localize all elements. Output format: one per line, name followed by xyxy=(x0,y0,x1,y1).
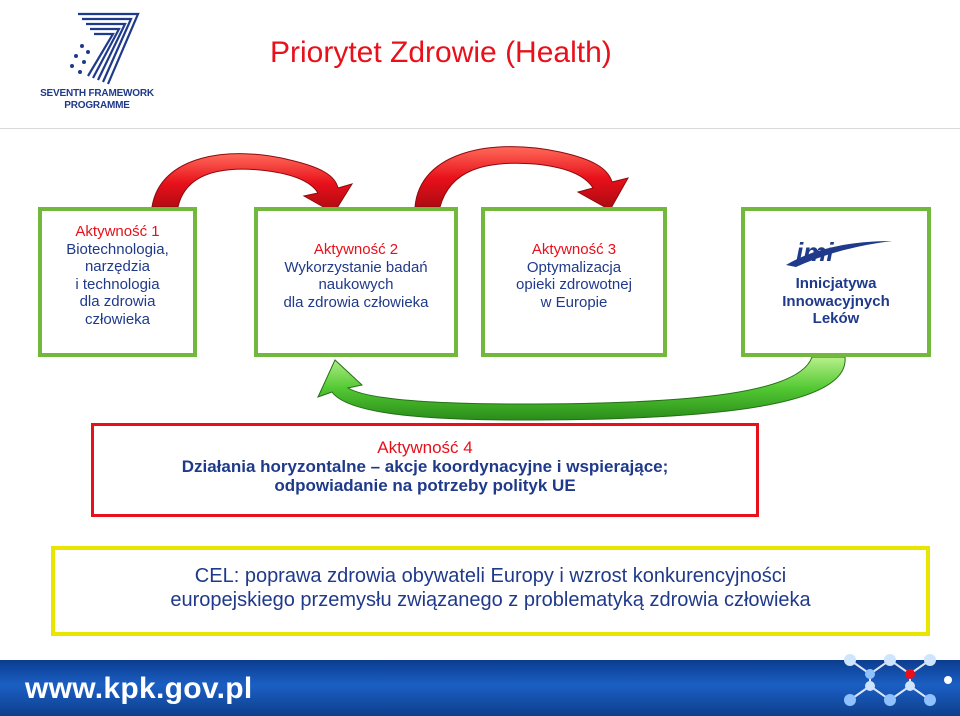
activity-1-line: człowieka xyxy=(84,310,151,328)
activity-1-title: Aktywność 1 xyxy=(75,223,160,240)
activity-4-line1: Działania horyzontalne – akcje koordynacyjne i wspierające; xyxy=(181,457,669,476)
activity-1-line: narzędzia xyxy=(84,258,151,275)
activity-3-line: w Europie xyxy=(540,293,608,311)
page-title: Priorytet Zdrowie (Health) xyxy=(270,36,612,69)
red-arrow-left xyxy=(152,154,352,213)
goal-line1: CEL: poprawa zdrowia obywateli Europy i wzrost konkurencyjności xyxy=(194,565,787,587)
green-arrow-bottom xyxy=(318,357,845,420)
activity-2-title: Aktywność 2 xyxy=(313,241,399,258)
activity-3-line: opieki zdrowotnej xyxy=(516,276,632,293)
imi-box xyxy=(741,207,931,357)
imi-line: Leków xyxy=(812,310,860,327)
red-arrow-middle xyxy=(415,147,628,210)
goal-line2: europejskiego przemysłu związanego z problematyką zdrowia człowieka xyxy=(170,589,811,611)
activity-4-title: Aktywność 4 xyxy=(377,438,473,457)
footer-url-link[interactable]: www.kpk.gov.pl xyxy=(25,672,253,705)
activity-3-box xyxy=(481,207,667,357)
imi-line: Innicjatywa xyxy=(795,275,877,292)
activity-3-title: Aktywność 3 xyxy=(531,241,617,258)
imi-line: Innowacyjnych xyxy=(782,292,890,310)
activity-2-line: Wykorzystanie badań xyxy=(284,258,428,276)
activity-1-box xyxy=(38,207,197,357)
logo-text-line1: SEVENTH FRAMEWORK xyxy=(40,88,154,99)
activity-1-line: dla zdrowia xyxy=(79,293,156,310)
activity-2-box xyxy=(254,207,458,357)
activity-3-line: Optymalizacja xyxy=(526,258,622,276)
activity-1-line: i technologia xyxy=(75,275,160,293)
imi-logo-text: imi xyxy=(796,237,834,267)
imi-logo-icon xyxy=(776,235,896,269)
activity-2-line: dla zdrowia człowieka xyxy=(283,293,429,311)
molecule-logo-icon xyxy=(830,640,960,716)
goal-box xyxy=(51,546,930,636)
logo-text-line2: PROGRAMME xyxy=(64,100,130,111)
activity-2-line: naukowych xyxy=(318,276,394,293)
activity-4-box xyxy=(91,423,759,517)
activity-1-line: Biotechnologia, xyxy=(66,240,169,258)
activity-4-line2: odpowiadanie na potrzeby polityk UE xyxy=(274,476,576,495)
footer-bar xyxy=(0,660,960,716)
